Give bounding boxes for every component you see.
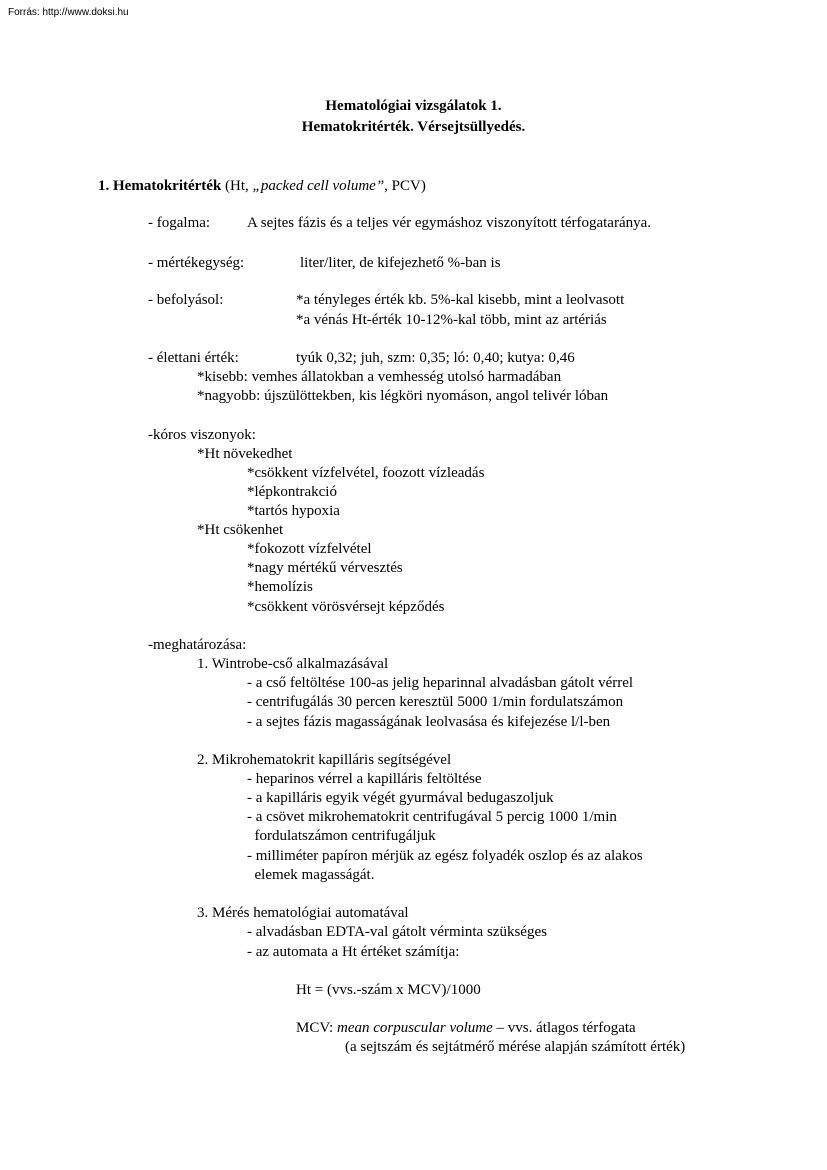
mertekegyseg-label: - mértékegység:	[148, 255, 245, 271]
elettani-label: - élettani érték:	[148, 350, 239, 366]
mcv-label: MCV:	[296, 1020, 337, 1036]
section-paren-italic: „packed cell volume”	[252, 178, 385, 194]
befolyasol-label: - befolyásol:	[148, 292, 224, 308]
list-item: *fokozott vízfelvétel	[247, 541, 372, 557]
list-item: *csökkent vízfelvétel, foozott vízleadás	[247, 465, 485, 481]
koros-novekedhet: *Ht növekedhet	[197, 446, 293, 462]
source-url: Forrás: http://www.doksi.hu	[8, 7, 129, 18]
list-item: - a sejtes fázis magasságának leolvasása és kifejezése l/l-ben	[247, 714, 611, 730]
koros-csokkenhet: *Ht csökenhet	[197, 522, 284, 538]
list-item: - milliméter papíron mérjük az egész folyadék oszlop és az alakos	[247, 848, 643, 864]
list-item: *nagy mértékű vérvesztés	[247, 560, 403, 576]
section-paren-open: (Ht,	[221, 178, 253, 194]
list-item: *csökkent vörösvérsejt képződés	[247, 599, 445, 615]
befolyasol-line-2: *a vénás Ht-érték 10-12%-kal több, mint az artériás	[296, 312, 607, 328]
mcv-definition	[296, 1019, 636, 1037]
mcv-italic: mean corpuscular volume	[336, 1020, 493, 1036]
list-item: - az automata a Ht értéket számítja:	[247, 944, 460, 960]
section-heading	[98, 177, 426, 195]
list-item: - centrifugálás 30 percen keresztül 5000 1/min fordulatszámon	[247, 694, 624, 710]
section-paren-close: , PCV)	[384, 178, 426, 194]
list-item: - a kapilláris egyik végét gyurmával bedugaszoljuk	[247, 790, 554, 806]
fogalma-text: A sejtes fázis és a teljes vér egymáshoz viszonyított térfogataránya.	[247, 215, 652, 231]
method-3-title: 3. Mérés hematológiai automatával	[197, 905, 409, 921]
ht-formula: Ht = (vvs.-szám x MCV)/1000	[296, 982, 481, 998]
title-line-1: Hematológiai vizsgálatok 1.	[325, 98, 502, 114]
section-heading-bold: 1. Hematokritérték	[98, 178, 222, 194]
list-item: - a csövet mikrohematokrit centrifugával 5 percig 1000 1/min	[247, 809, 617, 825]
elettani-nagyobb: *nagyobb: újszülöttekben, kis légköri nyomáson, angol telivér lóban	[197, 388, 609, 404]
mertekegyseg-text: liter/liter, de kifejezhető %-ban is	[300, 255, 501, 271]
method-1-title: 1. Wintrobe-cső alkalmazásával	[197, 656, 389, 672]
elettani-text: tyúk 0,32; juh, szm: 0,35; ló: 0,40; kutya: 0,46	[296, 350, 575, 366]
koros-label: -kóros viszonyok:	[148, 427, 256, 443]
befolyasol-line-1: *a tényleges érték kb. 5%-kal kisebb, mint a leolvasott	[296, 292, 625, 308]
title-line-2: Hematokritérték. Vérsejtsüllyedés.	[301, 119, 526, 135]
method-2-title: 2. Mikrohematokrit kapilláris segítségével	[197, 752, 452, 768]
list-item: - alvadásban EDTA-val gátolt vérminta szükséges	[247, 924, 547, 940]
list-item: *hemolízis	[247, 579, 313, 595]
meghatarozasa-label: -meghatározása:	[148, 637, 247, 653]
elettani-kisebb: *kisebb: vemhes állatokban a vemhesség utolsó harmadában	[197, 369, 562, 385]
mcv-note: (a sejtszám és sejtátmérő mérése alapján számított érték)	[345, 1039, 686, 1055]
fogalma-label: - fogalma:	[148, 215, 211, 231]
list-item: elemek magasságát.	[247, 867, 375, 883]
list-item: - a cső feltöltése 100-as jelig heparinnal alvadásban gátolt vérrel	[247, 675, 634, 691]
mcv-rest: – vvs. átlagos térfogata	[492, 1020, 636, 1036]
list-item: *lépkontrakció	[247, 484, 337, 500]
list-item: - heparinos vérrel a kapilláris feltöltése	[247, 771, 482, 787]
list-item: fordulatszámon centrifugáljuk	[247, 828, 436, 844]
list-item: *tartós hypoxia	[247, 503, 340, 519]
